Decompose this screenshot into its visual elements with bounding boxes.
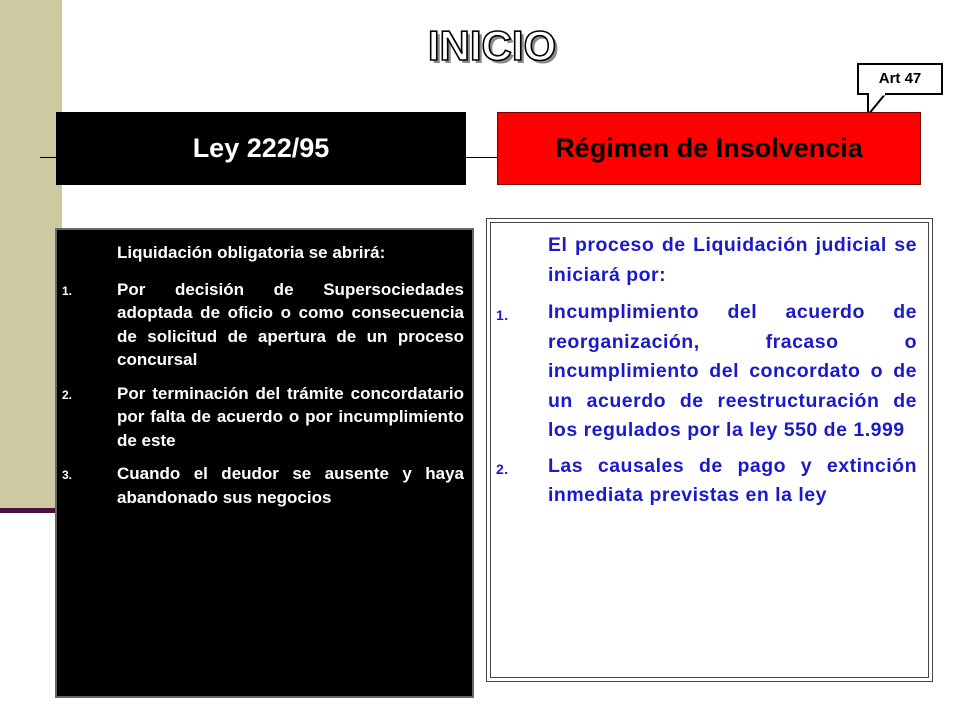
list-number: 1. [62,283,73,298]
band-divider [0,508,55,513]
header-regimen-insolvencia [497,112,921,185]
right-list-item [496,298,917,446]
right-panel-text [496,231,917,517]
list-text: Cuando el deudor se ausente y haya abandonado sus negocios [117,464,464,507]
list-text: Incumplimiento del acuerdo de reorganización, fracaso o incumplimiento del concordato o de un acuerdo de reestructuración de los regulados por la ley 550 de 1.999 [548,301,917,441]
connector-line-middle [466,157,498,158]
list-number: 2. [62,387,73,402]
left-decorative-band [0,0,62,510]
header-regimen-label: Régimen de Insolvencia [555,133,863,163]
right-list-item [496,452,917,511]
article-callout-label: Art 47 [878,70,922,87]
left-panel-text [62,241,464,519]
list-number: 3. [62,468,73,482]
slide-title: INICIO [427,22,557,69]
article-callout [857,63,943,95]
left-list-item [62,382,464,453]
left-intro: Liquidación obligatoria se abrirá: [117,243,386,262]
right-intro: El proceso de Liquidación judicial se iniciará por: [548,234,917,286]
list-text: Por decisión de Supersociedades adoptada de oficio o como consecuencia de solicitud de apertura de un proceso concursal [117,279,464,369]
header-ley-222-95 [56,112,466,185]
list-number: 1. [496,307,509,323]
left-list-item [62,462,464,509]
left-list-item [62,278,464,372]
connector-line-left [40,157,57,158]
list-number: 2. [496,460,509,477]
list-text: Por terminación del trámite concordatario por falta de acuerdo o por incumplimiento de este [117,383,464,450]
header-ley-label: Ley 222/95 [192,133,330,163]
list-text: Las causales de pago y extinción inmediata previstas en la ley [548,454,917,506]
